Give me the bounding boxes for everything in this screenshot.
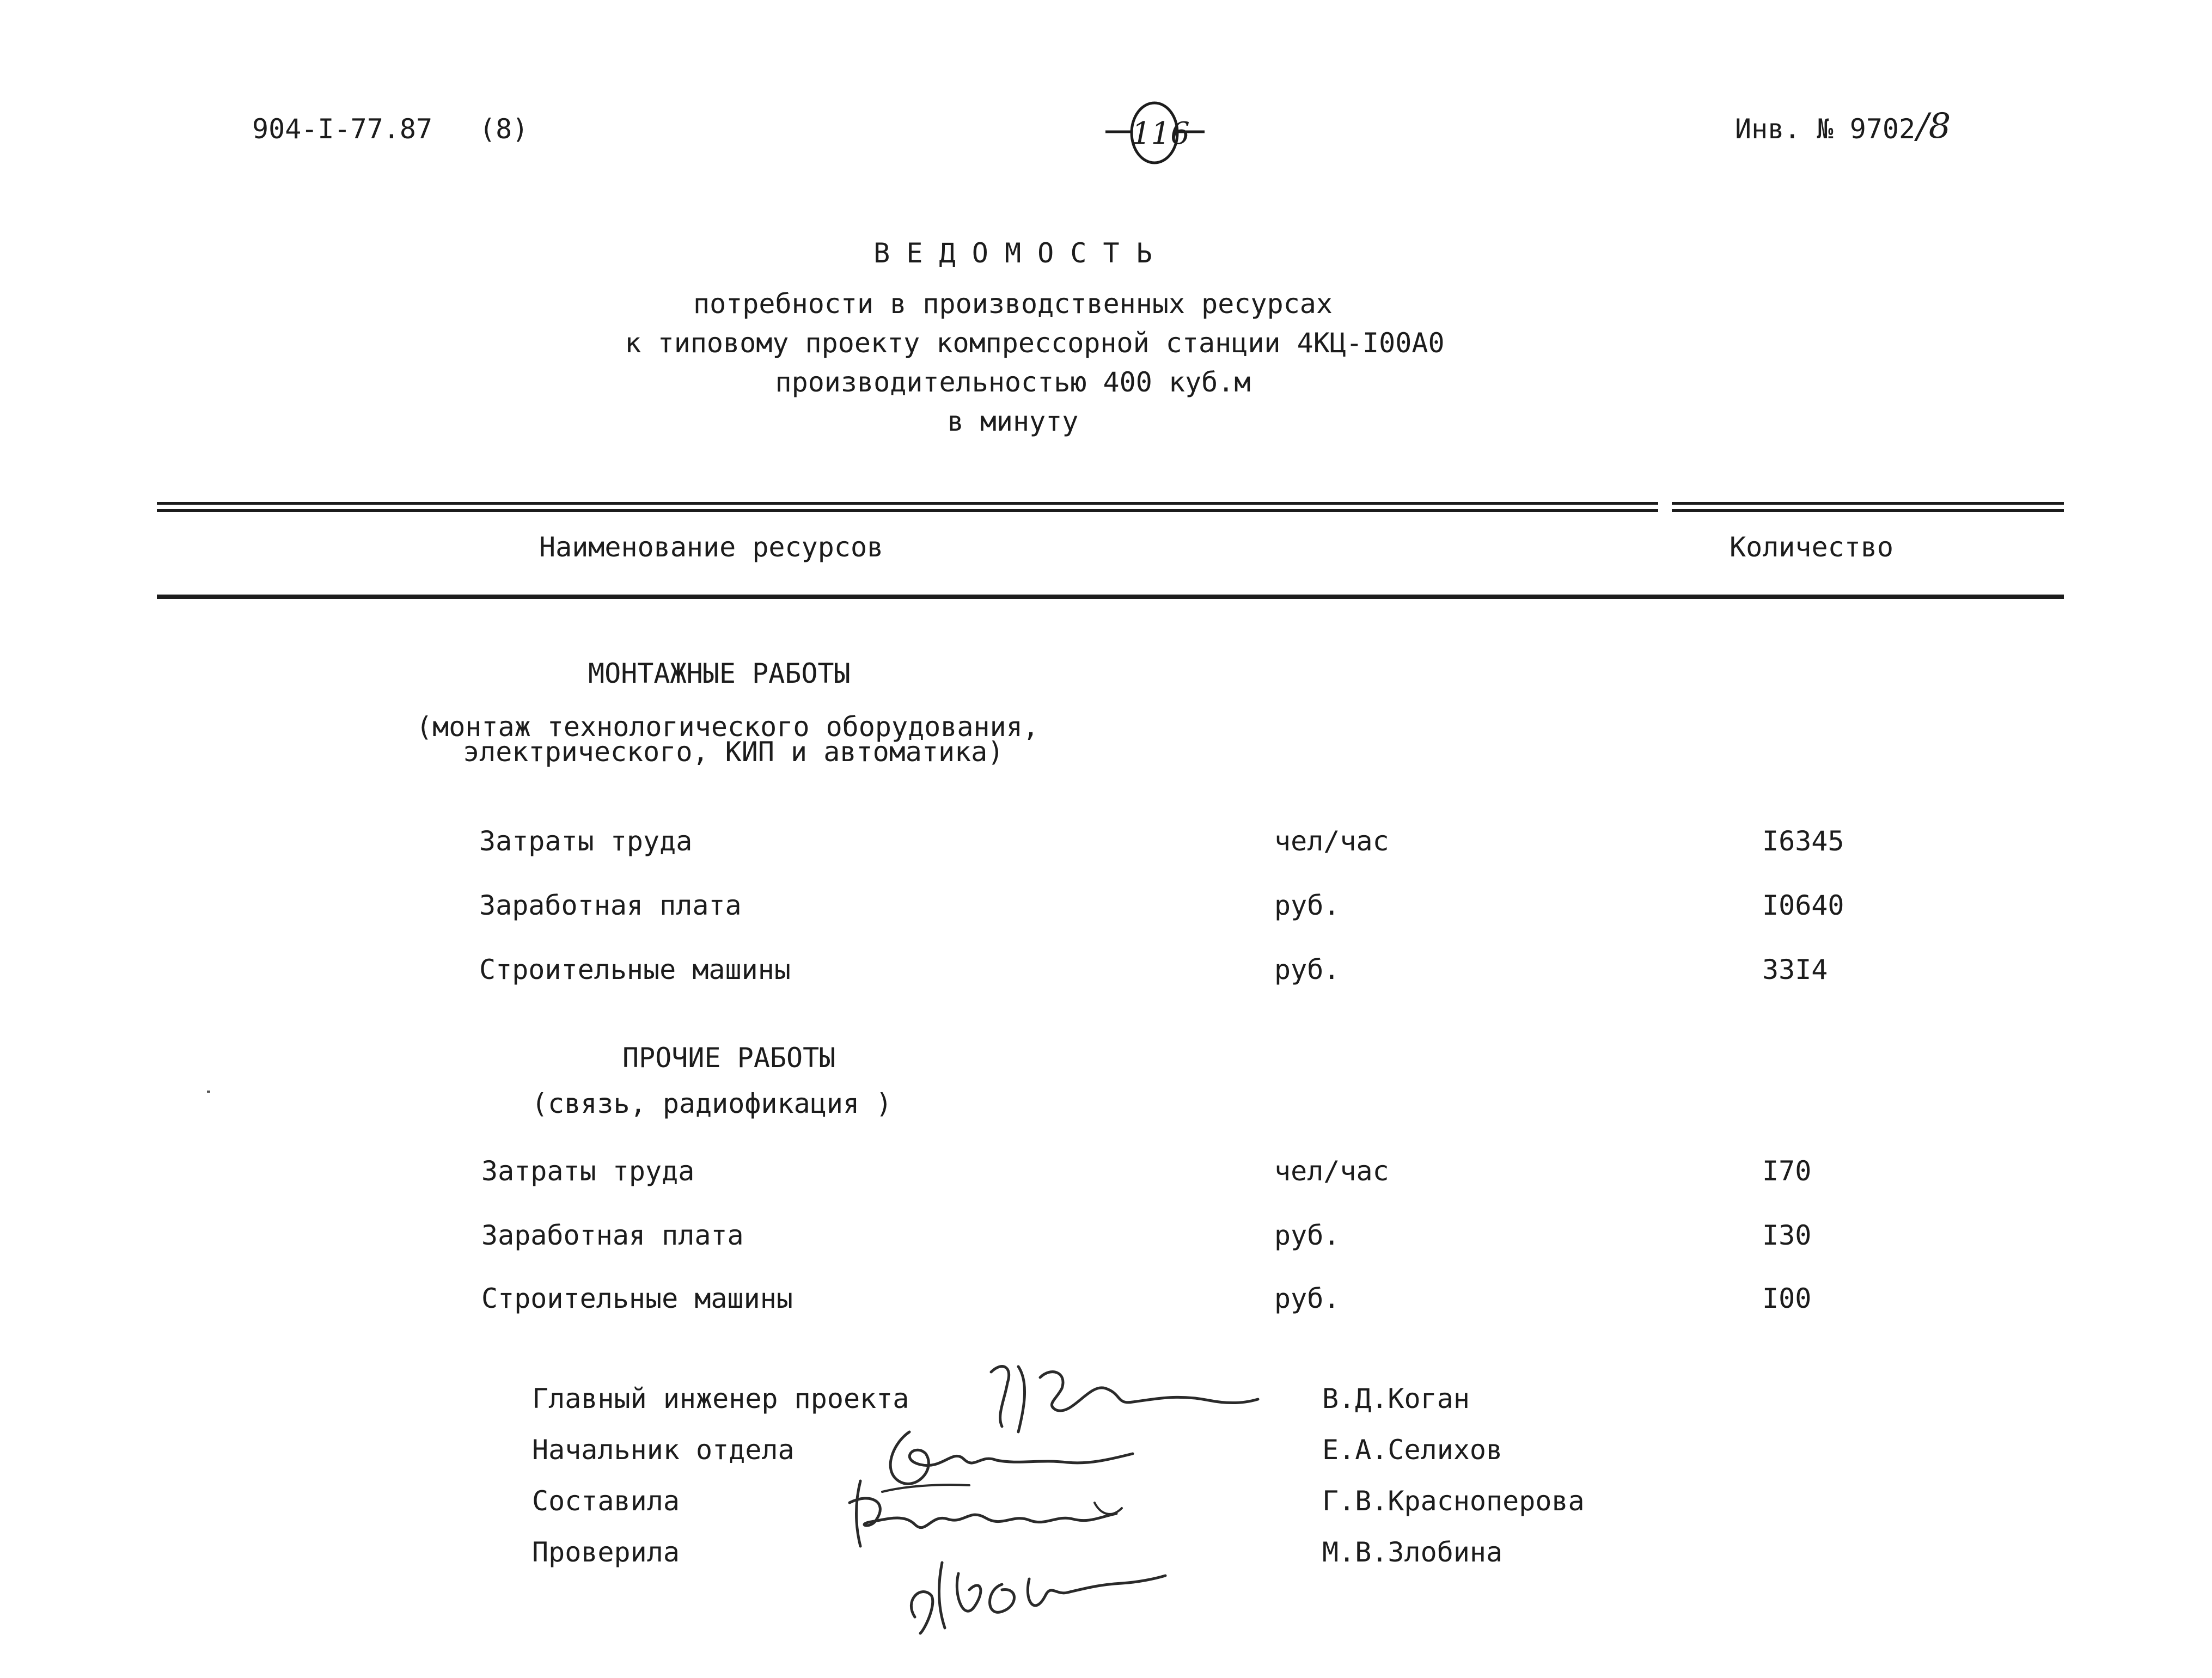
resource-unit: руб. (1274, 890, 1340, 921)
section-title: МОНТАЖНЫЕ РАБОТЫ (588, 658, 851, 689)
signature-role: Проверила (532, 1536, 680, 1568)
title-line-1: потребности в производственных ресурсах (693, 288, 1333, 320)
signature-role: Начальник отдела (532, 1434, 795, 1466)
signature-name: М.В.Злобина (1322, 1536, 1503, 1568)
column-header-quantity: Количество (1730, 531, 1894, 563)
resource-quantity: 33I4 (1762, 954, 1828, 985)
resource-quantity: I0640 (1762, 890, 1844, 921)
signature-name: Е.А.Селихов (1322, 1434, 1503, 1466)
signature-role: Составила (532, 1485, 680, 1517)
resource-name: Затраты труда (481, 1155, 695, 1187)
signature-name: В.Д.Коган (1322, 1383, 1470, 1414)
page-number-stamp (1100, 98, 1209, 169)
document-code: 904-I-77.87 (252, 113, 433, 145)
inventory-number: Инв. № 9702 (1735, 113, 1916, 145)
resource-quantity: I00 (1762, 1283, 1812, 1314)
page-number: 116 (1132, 116, 1190, 151)
title-line-3: производительностью 400 куб.м (775, 366, 1251, 398)
section-title: ПРОЧИЕ РАБОТЫ (622, 1042, 836, 1074)
inventory-suffix: /8 (1917, 106, 1951, 146)
resource-name: Строительные машины (481, 1283, 793, 1314)
resource-name: Заработная плата (481, 1220, 744, 1251)
column-header-name: Наименование ресурсов (539, 531, 884, 563)
resource-name: Строительные машины (479, 954, 791, 985)
header-bottom-rule (157, 595, 2064, 599)
resource-unit: чел/час (1274, 1155, 1389, 1187)
scan-speck (207, 1091, 210, 1093)
header-top-rule-right-2 (1672, 509, 2064, 512)
section-subtitle: (монтаж технологического оборудования, (416, 711, 1039, 743)
resource-quantity: I6345 (1762, 825, 1844, 857)
document-heading: В Е Д О М О С Т Ь (873, 237, 1152, 269)
resource-unit: руб. (1274, 954, 1340, 985)
inventory-suffix-value: 8 (1928, 106, 1951, 146)
signature-name: Г.В.Красноперова (1322, 1485, 1585, 1517)
header-top-rule-right (1672, 502, 2064, 505)
section-subtitle: (связь, радиофикация ) (531, 1088, 893, 1119)
resource-name: Заработная плата (479, 890, 742, 921)
section-subtitle: электрического, КИП и автоматика) (463, 736, 1004, 768)
header-top-rule-left-2 (157, 509, 1658, 512)
document-part: (8) (479, 113, 529, 145)
resource-unit: руб. (1274, 1283, 1340, 1314)
resource-quantity: I70 (1762, 1155, 1812, 1187)
handwritten-signature-checker (893, 1541, 1176, 1644)
resource-unit: руб. (1274, 1220, 1340, 1251)
title-line-2: к типовому проекту компрессорной станции 4КЦ-I00А0 (625, 327, 1445, 359)
signature-role: Главный инженер проекта (532, 1383, 909, 1414)
header-top-rule-left (157, 502, 1658, 505)
resource-unit: чел/час (1274, 825, 1389, 857)
title-line-4: в минуту (947, 406, 1079, 437)
resource-name: Затраты труда (479, 825, 693, 857)
resource-quantity: I30 (1762, 1220, 1812, 1251)
